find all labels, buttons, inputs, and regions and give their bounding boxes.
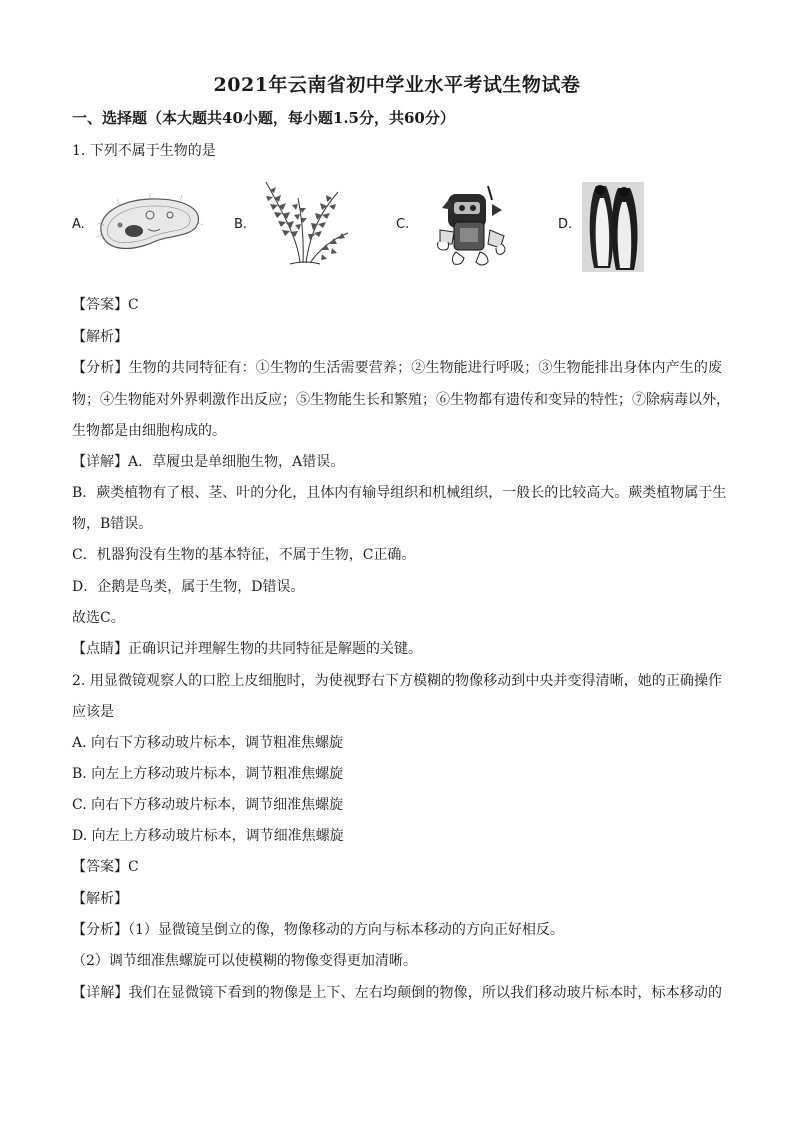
q1-xiangjie-line-4: C．机器狗没有生物的基本特征，不属于生物，C正确。	[72, 547, 416, 563]
q2-option-d: D. 向左上方移动玻片标本，调节细准焦螺旋	[72, 828, 344, 844]
penguin-figure	[582, 182, 644, 272]
question-1-stem: 1. 下列不属于生物的是	[72, 143, 216, 159]
q1-fenxi-line-3: 生物都是由细胞构成的。	[72, 423, 226, 439]
q2-analysis-label: 【解析】	[72, 891, 128, 907]
option-c-label: C.	[396, 217, 410, 232]
q2-option-c: C. 向右下方移动玻片标本，调节细准焦螺旋	[72, 797, 344, 813]
q1-xiangjie-line-2: B．蕨类植物有了根、茎、叶的分化，且体内有输导组织和机械组织，一般长的比较高大。蕨类植物属于生	[72, 485, 727, 501]
option-d-label: D.	[558, 217, 573, 232]
page-title: 2021年云南省初中学业水平考试生物试卷	[213, 74, 581, 96]
q1-dianjing: 【点睛】正确识记并理解生物的共同特征是解题的关键。	[72, 641, 422, 657]
q2-answer: 【答案】C	[72, 859, 139, 875]
q2-fenxi-line-1: 【分析】（1）显微镜呈倒立的像，物像移动的方向与标本移动的方向正好相反。	[72, 922, 564, 938]
q1-xiangjie-line-5: D．企鹅是鸟类，属于生物，D错误。	[72, 579, 305, 595]
q2-fenxi-line-2: （2）调节细准焦螺旋可以使模糊的物像变得更加清晰。	[72, 953, 417, 969]
q1-xiangjie-line-6: 故选C。	[72, 610, 125, 626]
question-2-stem-line-2: 应该是	[72, 704, 114, 720]
option-b-label: B.	[234, 217, 248, 232]
q2-option-b: B. 向左上方移动玻片标本，调节粗准焦螺旋	[72, 766, 344, 782]
q1-xiangjie-line-3: 物，B错误。	[72, 516, 153, 532]
fern-figure	[260, 178, 350, 266]
question-2-stem-line-1: 2. 用显微镜观察人的口腔上皮细胞时，为使视野右下方模糊的物像移动到中央并变得清晰，她的正确操作	[72, 673, 722, 689]
q1-fenxi-line-2: 物；④生物能对外界刺激作出反应；⑤生物能生长和繁殖；⑥生物都有遗传和变异的特性；⑦除病毒以外，	[72, 392, 730, 408]
q2-option-a: A. 向右下方移动玻片标本，调节粗准焦螺旋	[72, 735, 344, 751]
paramecium-figure	[90, 185, 205, 265]
q1-answer: 【答案】C	[72, 297, 139, 313]
robot-dog-figure	[432, 182, 512, 270]
q1-analysis-label: 【解析】	[72, 329, 128, 345]
q2-xiangjie-line-1: 【详解】我们在显微镜下看到的物像是上下、左右均颠倒的物像，所以我们移动玻片标本时，标本移动的	[72, 985, 722, 1001]
option-a-label: A.	[72, 217, 85, 232]
q1-fenxi-line-1: 【分析】生物的共同特征有：①生物的生活需要营养；②生物能进行呼吸；③生物能排出身体内产生的废	[72, 360, 722, 376]
section-heading: 一、选择题（本大题共40小题，每小题1.5分，共60分）	[72, 109, 455, 127]
q1-xiangjie-line-1: 【详解】A．草履虫是单细胞生物，A错误。	[72, 454, 345, 470]
